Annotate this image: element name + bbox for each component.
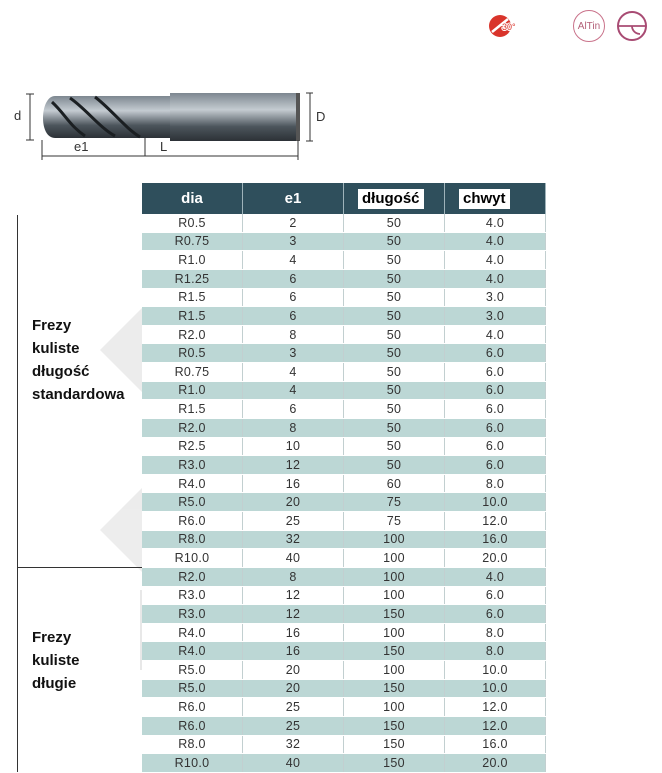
- table-row: [142, 270, 546, 289]
- cell-dia: R6.0: [142, 512, 243, 530]
- table-row: [142, 717, 546, 736]
- table-row: [142, 344, 546, 363]
- cell-e1: 10: [243, 438, 344, 456]
- table-row: [142, 438, 546, 457]
- cell-shank: 6.0: [445, 363, 546, 381]
- group-bracket-line: [17, 215, 18, 772]
- cell-dia: R1.5: [142, 400, 243, 418]
- cell-length: 100: [344, 549, 445, 567]
- cell-e1: 32: [243, 531, 344, 549]
- cell-shank: 6.0: [445, 344, 546, 362]
- cell-length: 50: [344, 233, 445, 251]
- cell-length: 50: [344, 307, 445, 325]
- cell-length: 150: [344, 642, 445, 660]
- dim-d-label: d: [14, 108, 22, 123]
- cell-dia: R3.0: [142, 456, 243, 474]
- cell-dia: R1.5: [142, 307, 243, 325]
- table-row: [142, 568, 546, 587]
- cell-shank: 12.0: [445, 717, 546, 735]
- dim-L-label: L: [160, 139, 168, 154]
- cell-shank: 12.0: [445, 698, 546, 716]
- cell-dia: R5.0: [142, 661, 243, 679]
- cell-e1: 16: [243, 624, 344, 642]
- cell-e1: 2: [243, 214, 344, 232]
- cell-e1: 12: [243, 605, 344, 623]
- cell-dia: R10.0: [142, 754, 243, 772]
- cell-dia: R0.75: [142, 233, 243, 251]
- cell-shank: 10.0: [445, 493, 546, 511]
- table-row: [142, 363, 546, 382]
- cell-length: 50: [344, 344, 445, 362]
- cell-dia: R1.0: [142, 382, 243, 400]
- table-row: [142, 326, 546, 345]
- tool-dimensions-table: [142, 183, 546, 773]
- table-row: [142, 251, 546, 270]
- table-row: [142, 419, 546, 438]
- cell-dia: R2.5: [142, 438, 243, 456]
- cell-e1: 4: [243, 382, 344, 400]
- table-row: [142, 456, 546, 475]
- cell-length: 150: [344, 717, 445, 735]
- cell-length: 100: [344, 698, 445, 716]
- cell-shank: 20.0: [445, 549, 546, 567]
- header-e1: e1: [243, 183, 344, 214]
- table-row: [142, 642, 546, 661]
- cell-e1: 8: [243, 568, 344, 586]
- coating-label: AlTin: [577, 20, 601, 32]
- cell-shank: 12.0: [445, 512, 546, 530]
- cell-dia: R4.0: [142, 642, 243, 660]
- cell-e1: 4: [243, 251, 344, 269]
- cell-shank: 10.0: [445, 680, 546, 698]
- group-separator: [17, 567, 142, 568]
- header-shank: chwyt: [445, 183, 546, 214]
- group-label-standard: Frezy kuliste długość standardowa: [32, 317, 125, 403]
- cell-dia: R4.0: [142, 624, 243, 642]
- cell-e1: 32: [243, 736, 344, 754]
- cell-e1: 12: [243, 587, 344, 605]
- table-row: [142, 661, 546, 680]
- table-row: [142, 214, 546, 233]
- cell-e1: 16: [243, 642, 344, 660]
- cell-shank: 20.0: [445, 754, 546, 772]
- cell-e1: 4: [243, 363, 344, 381]
- cell-e1: 3: [243, 233, 344, 251]
- cell-length: 50: [344, 214, 445, 232]
- cell-length: 100: [344, 661, 445, 679]
- table-row: [142, 307, 546, 326]
- cell-dia: R1.0: [142, 251, 243, 269]
- header-length: długość: [344, 183, 445, 214]
- cell-shank: 16.0: [445, 531, 546, 549]
- cell-length: 100: [344, 568, 445, 586]
- cell-length: 50: [344, 270, 445, 288]
- cell-e1: 25: [243, 717, 344, 735]
- cell-length: 50: [344, 251, 445, 269]
- cell-shank: 6.0: [445, 587, 546, 605]
- table-row: [142, 233, 546, 252]
- dim-e1-label: e1: [74, 139, 89, 154]
- cell-e1: 20: [243, 661, 344, 679]
- cell-dia: R10.0: [142, 549, 243, 567]
- cell-e1: 12: [243, 456, 344, 474]
- cell-shank: 4.0: [445, 326, 546, 344]
- cell-dia: R3.0: [142, 587, 243, 605]
- table-row: [142, 493, 546, 512]
- ball-nose-icon: [616, 10, 648, 42]
- cell-dia: R2.0: [142, 419, 243, 437]
- cell-shank: 8.0: [445, 642, 546, 660]
- cell-length: 150: [344, 754, 445, 772]
- cell-dia: R0.5: [142, 214, 243, 232]
- cell-dia: R2.0: [142, 326, 243, 344]
- cell-shank: 6.0: [445, 419, 546, 437]
- cell-dia: R5.0: [142, 680, 243, 698]
- table-row: [142, 382, 546, 401]
- cell-length: 75: [344, 512, 445, 530]
- cell-shank: 4.0: [445, 214, 546, 232]
- cell-shank: 6.0: [445, 605, 546, 623]
- cell-dia: R4.0: [142, 475, 243, 493]
- cell-shank: 4.0: [445, 568, 546, 586]
- table-row: [142, 624, 546, 643]
- cell-e1: 20: [243, 680, 344, 698]
- cell-length: 50: [344, 438, 445, 456]
- cell-dia: R2.0: [142, 568, 243, 586]
- cell-length: 50: [344, 326, 445, 344]
- table-row: [142, 531, 546, 550]
- cell-length: 50: [344, 382, 445, 400]
- cell-shank: 16.0: [445, 736, 546, 754]
- cell-e1: 25: [243, 512, 344, 530]
- table-row: [142, 512, 546, 531]
- table-row: [142, 736, 546, 755]
- table-row: [142, 289, 546, 308]
- cell-e1: 6: [243, 400, 344, 418]
- cell-shank: 4.0: [445, 270, 546, 288]
- cell-e1: 6: [243, 289, 344, 307]
- cell-dia: R1.5: [142, 289, 243, 307]
- group-label-long: Frezy kuliste długie: [32, 629, 80, 692]
- cell-e1: 3: [243, 344, 344, 362]
- cell-dia: R1.25: [142, 270, 243, 288]
- cell-length: 50: [344, 400, 445, 418]
- cell-length: 100: [344, 587, 445, 605]
- coating-icon: [573, 10, 605, 42]
- dim-D-label: D: [316, 109, 326, 124]
- cell-length: 50: [344, 456, 445, 474]
- table-row: [142, 605, 546, 624]
- helix-angle-label: 30°: [502, 22, 516, 32]
- end-mill-drawing: [10, 88, 330, 168]
- table-row: [142, 475, 546, 494]
- header-dia: dia: [142, 183, 243, 214]
- cell-length: 150: [344, 680, 445, 698]
- cell-length: 50: [344, 363, 445, 381]
- cell-length: 100: [344, 531, 445, 549]
- cell-shank: 10.0: [445, 661, 546, 679]
- cell-shank: 3.0: [445, 289, 546, 307]
- cell-length: 50: [344, 419, 445, 437]
- cell-shank: 6.0: [445, 438, 546, 456]
- cell-e1: 6: [243, 270, 344, 288]
- helix-angle-icon: [486, 10, 518, 42]
- cell-e1: 20: [243, 493, 344, 511]
- cell-shank: 8.0: [445, 475, 546, 493]
- table-row: [142, 400, 546, 419]
- table-header: [142, 183, 546, 214]
- table-row: [142, 754, 546, 773]
- cell-e1: 8: [243, 419, 344, 437]
- cell-dia: R8.0: [142, 531, 243, 549]
- cell-length: 150: [344, 605, 445, 623]
- cell-shank: 4.0: [445, 233, 546, 251]
- table-row: [142, 587, 546, 606]
- cell-shank: 8.0: [445, 624, 546, 642]
- cell-e1: 25: [243, 698, 344, 716]
- cell-e1: 8: [243, 326, 344, 344]
- cell-length: 150: [344, 736, 445, 754]
- cell-shank: 6.0: [445, 400, 546, 418]
- cell-shank: 4.0: [445, 251, 546, 269]
- cell-e1: 16: [243, 475, 344, 493]
- cell-length: 100: [344, 624, 445, 642]
- cell-dia: R6.0: [142, 717, 243, 735]
- cell-dia: R0.75: [142, 363, 243, 381]
- cell-shank: 6.0: [445, 456, 546, 474]
- cell-dia: R6.0: [142, 698, 243, 716]
- table-row: [142, 549, 546, 568]
- table-row: [142, 698, 546, 717]
- table-row: [142, 680, 546, 699]
- cell-shank: 3.0: [445, 307, 546, 325]
- cell-dia: R8.0: [142, 736, 243, 754]
- cell-dia: R3.0: [142, 605, 243, 623]
- cell-e1: 40: [243, 549, 344, 567]
- table-body: [142, 214, 546, 773]
- cell-dia: R5.0: [142, 493, 243, 511]
- cell-e1: 6: [243, 307, 344, 325]
- cell-shank: 6.0: [445, 382, 546, 400]
- cell-e1: 40: [243, 754, 344, 772]
- cell-length: 50: [344, 289, 445, 307]
- cell-length: 60: [344, 475, 445, 493]
- cell-dia: R0.5: [142, 344, 243, 362]
- cell-length: 75: [344, 493, 445, 511]
